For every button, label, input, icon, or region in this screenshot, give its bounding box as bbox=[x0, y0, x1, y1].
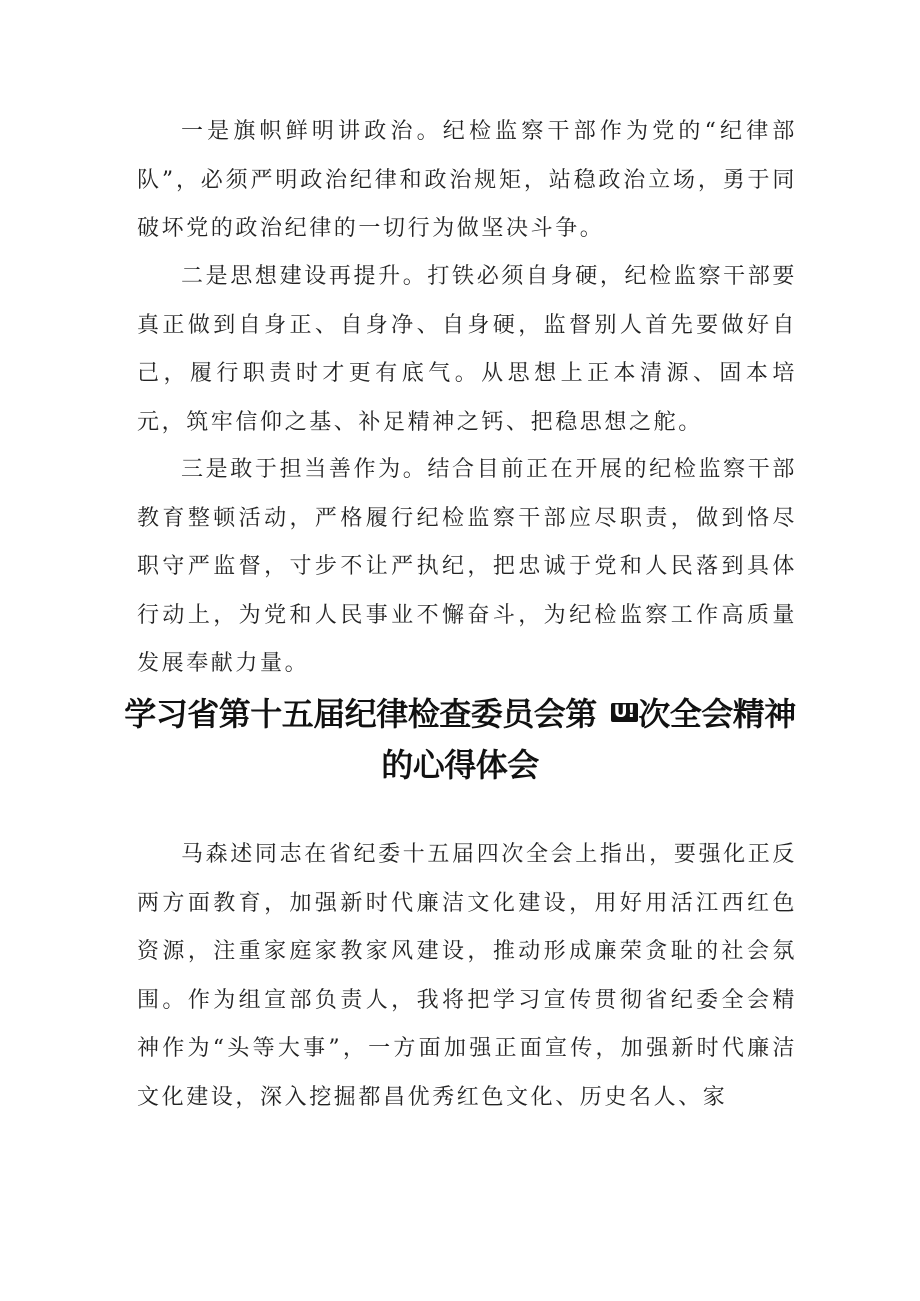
paragraph-political-discipline: 一是旗帜鲜明讲政治。纪检监察干部作为党的“纪律部队”，必须严明政治纪律和政治规矩，站稳政治立场，勇于同破坏党的政治纪律的一切行为做坚决斗争。 bbox=[137, 119, 797, 241]
article-title-part1: 学习省第十五届纪律检查委员会第 bbox=[124, 695, 597, 733]
article-title-part2: 次全会精神的心得体会 bbox=[381, 695, 796, 784]
paragraph-responsibility: 三是敢于担当善作为。结合目前正在开展的纪检监察干部教育整顿活动，严格履行纪检监察干部应尽职责，做到恪尽职守严监督，寸步不让严执纪，把忠诚于党和人民落到具体行动上，为党和人民事业不懈奋斗，为纪检监察工作高质量发展奉献力量。 bbox=[137, 457, 797, 676]
paragraph-speech-summary: 马森述同志在省纪委十五届四次全会上指出，要强化正反两方面教育，加强新时代廉洁文化建设，用好用活江西红色资源，注重家庭家教家风建设，推动形成廉荣贪耻的社会氛围。作为组宣部负责人，我将把学习宣传贯彻省纪委全会精神作为“头等大事”，一方面加强正面宣传，加强新时代廉洁文化建设，深入挖掘都昌优秀红色文化、历史名人、家 bbox=[137, 842, 797, 1110]
title-glyph-mark: U! bbox=[611, 703, 639, 722]
article-title bbox=[120, 689, 800, 791]
paragraph-ideological-building: 二是思想建设再提升。打铁必须自身硬，纪检监察干部要真正做到自身正、自身净、自身硬，监督别人首先要做好自己，履行职责时才更有底气。从思想上正本清源、固本培元，筑牢信仰之基、补足精神之钙、把稳思想之舵。 bbox=[137, 264, 797, 435]
